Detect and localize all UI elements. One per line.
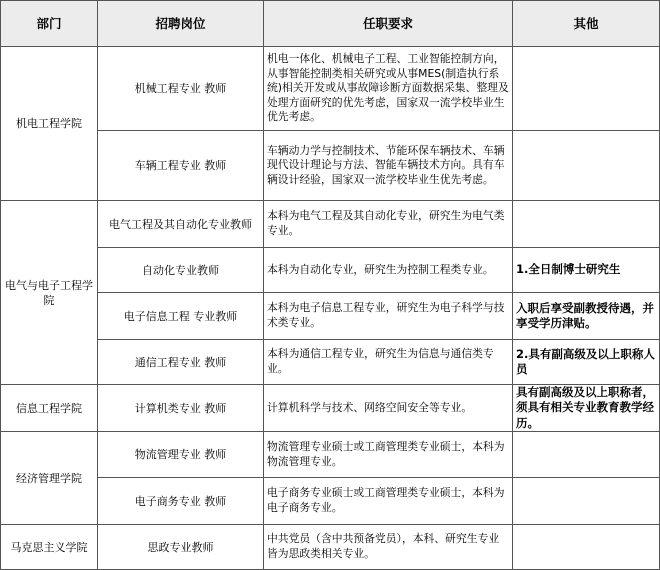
dept-cell: 电气与电子工程学院 bbox=[0, 201, 98, 385]
header-other: 其他 bbox=[513, 0, 660, 47]
dept-cell: 机电工程学院 bbox=[0, 47, 98, 201]
position-cell: 通信工程专业 教师 bbox=[98, 340, 264, 385]
position-cell: 自动化专业教师 bbox=[98, 248, 264, 293]
header-dept: 部门 bbox=[0, 0, 98, 47]
position-cell: 电气工程及其自动化专业教师 bbox=[98, 201, 264, 248]
dept-cell: 经济管理学院 bbox=[0, 432, 98, 525]
requirement-cell: 本科为电气工程及其自动化专业，研究生为电气类专业。 bbox=[264, 201, 513, 248]
position-cell: 车辆工程专业 教师 bbox=[98, 131, 264, 201]
position-cell: 物流管理专业 教师 bbox=[98, 432, 264, 478]
requirement-cell: 车辆动力学与控制技术、节能环保车辆技术、车辆现代设计理论与方法、智能车辆技术方向。具有车辆设计经验，国家双一流学校毕业生优先考虑。 bbox=[264, 131, 513, 201]
other-cell-empty bbox=[513, 131, 660, 201]
requirement-cell: 本科为自动化专业，研究生为控制工程类专业。 bbox=[264, 248, 513, 293]
other-cell-empty bbox=[513, 432, 660, 478]
position-cell: 机械工程专业 教师 bbox=[98, 47, 264, 131]
other-note-senior-title: 2.具有副高级及以上职称人员 bbox=[513, 340, 660, 385]
requirement-cell: 计算机科学与技术、网络空间安全等专业。 bbox=[264, 385, 513, 432]
other-note-phd: 1.全日制博士研究生 bbox=[513, 248, 660, 293]
requirement-cell: 本科为电子信息工程专业，研究生为电子科学与技术类专业。 bbox=[264, 293, 513, 340]
other-cell-empty bbox=[513, 47, 660, 131]
dept-cell: 信息工程学院 bbox=[0, 385, 98, 432]
requirement-cell: 本科为通信工程专业，研究生为信息与通信类专业。 bbox=[264, 340, 513, 385]
header-requirements: 任职要求 bbox=[264, 0, 513, 47]
other-cell-empty bbox=[513, 201, 660, 248]
requirement-cell: 电子商务专业硕士或工商管理类专业硕士，本科为电子商务专业。 bbox=[264, 478, 513, 525]
header-position: 招聘岗位 bbox=[98, 0, 264, 47]
position-cell: 电子信息工程 专业教师 bbox=[98, 293, 264, 340]
requirement-cell: 物流管理专业硕士或工商管理类专业硕士，本科为物流管理专业。 bbox=[264, 432, 513, 478]
dept-cell: 马克思主义学院 bbox=[0, 525, 98, 570]
other-note-benefits: 入职后享受副教授待遇，并享受学历津贴。 bbox=[513, 293, 660, 340]
position-cell: 思政专业教师 bbox=[98, 525, 264, 570]
requirement-cell: 机电一体化、机械电子工程、工业智能控制方向，从事智能控制类相关研究或从事MES(制造执行系统)相关开发或从事故障诊断方面数据采集、整理及处理方面研究的优先考虑，国家双一流学校毕业生优先考虑。 bbox=[264, 47, 513, 131]
position-cell: 计算机类专业 教师 bbox=[98, 385, 264, 432]
other-cell-empty bbox=[513, 525, 660, 570]
requirement-cell: 中共党员（含中共预备党员），本科、研究生专业皆为思政类相关专业。 bbox=[264, 525, 513, 570]
other-note-experience: 具有副高级及以上职称者，须具有相关专业教育教学经历。 bbox=[513, 385, 660, 432]
other-cell-empty bbox=[513, 478, 660, 525]
position-cell: 电子商务专业 教师 bbox=[98, 478, 264, 525]
